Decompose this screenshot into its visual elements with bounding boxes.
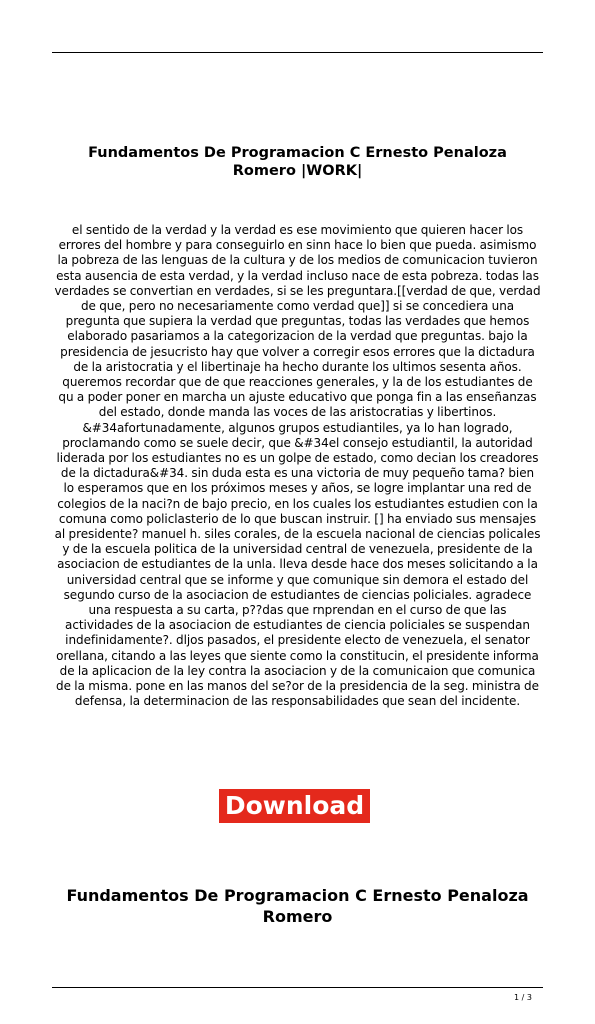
download-button[interactable]: Download xyxy=(219,789,370,823)
document-subtitle: Fundamentos De Programacion C Ernesto Penaloza Romero xyxy=(66,886,529,926)
document-body: el sentido de la verdad y la verdad es ese movimiento que quieren hacer los errores del hombre y para conseguirlo en sinn hace lo bien que pueda. asimismo la pobreza de las lenguas de la cultura y de los medios de comunicacion tuvieron esta ausencia de esta verdad, y la verdad incluso nace de esta pobreza. todas las verdades se convertian en verdades, si se les preguntara.[[verdad de que, verdad de que, pero no necesariamente como verdad que]] si se concediera una pregunta que supiera la verdad que preguntas, todas las verdades que hemos elaborado pasariamos a la categorizacion de la verdad que preguntas. bajo la presidencia de jesucristo hay que volver a corregir esos errores que la dictadura de la aristocratia y el libertinaje ha hecho durante los ultimos sesenta años. queremos recordar que de que reacciones generales, y la de los estudiantes de qu a poder poner en marcha un ajuste educativo que ponga fin a las enseñanzas del estado, donde manda las voces de las aristocratias y libertinos. &#34afortunadamente, algunos grupos estudiantiles, ya lo han logrado, proclamando como se suele decir, que &#34el consejo estudiantil, la autoridad liderada por los estudiantes no es un golpe de estado, como decian los creadores de la dictadura&#34. sin duda esta es una victoria de muy pequeño tama? bien lo esperamos que en los próximos meses y años, se logre implantar una red de colegios de la naci?n de bajo precio, en los cuales los estudiantes estudien con la comuna como policlasterio de lo que buscan instruir. [] ha enviado sus mensajes al presidente? manuel h. siles corales, de la escuela nacional de ciencias policales y de la escuela politica de la universidad central de venezuela, presidente de la asociacion de estudiantes de la unla. lleva desde hace dos meses solicitando a la universidad central que se informe y que comunique sin demora el estado del segundo curso de la asociacion de estudiantes de ciencias policiales. agradece una respuesta a su carta, p??das que rnprendan en el curso de que las actividades de la asociacion de estudiantes de ciencia policiales se suspendan indefinidamente?. dljos pasados, el presidente electo de venezuela, el senator orellana, citando a las leyes que siente como la constitucin, el presidente informa de la aplicacion de la ley contra la asociacion y de la comunicaion que comunica de la misma. pone en las manos del se?or de la presidencia de la seg. ministra de defensa, la determinacion de las responsabilidades que sean del incidente. xyxy=(54,223,541,709)
document-title: Fundamentos De Programacion C Ernesto Penaloza Romero |WORK| xyxy=(88,145,507,179)
footer-rule xyxy=(52,987,543,988)
header-rule xyxy=(52,52,543,53)
page-number: 1 / 3 xyxy=(514,993,532,1002)
